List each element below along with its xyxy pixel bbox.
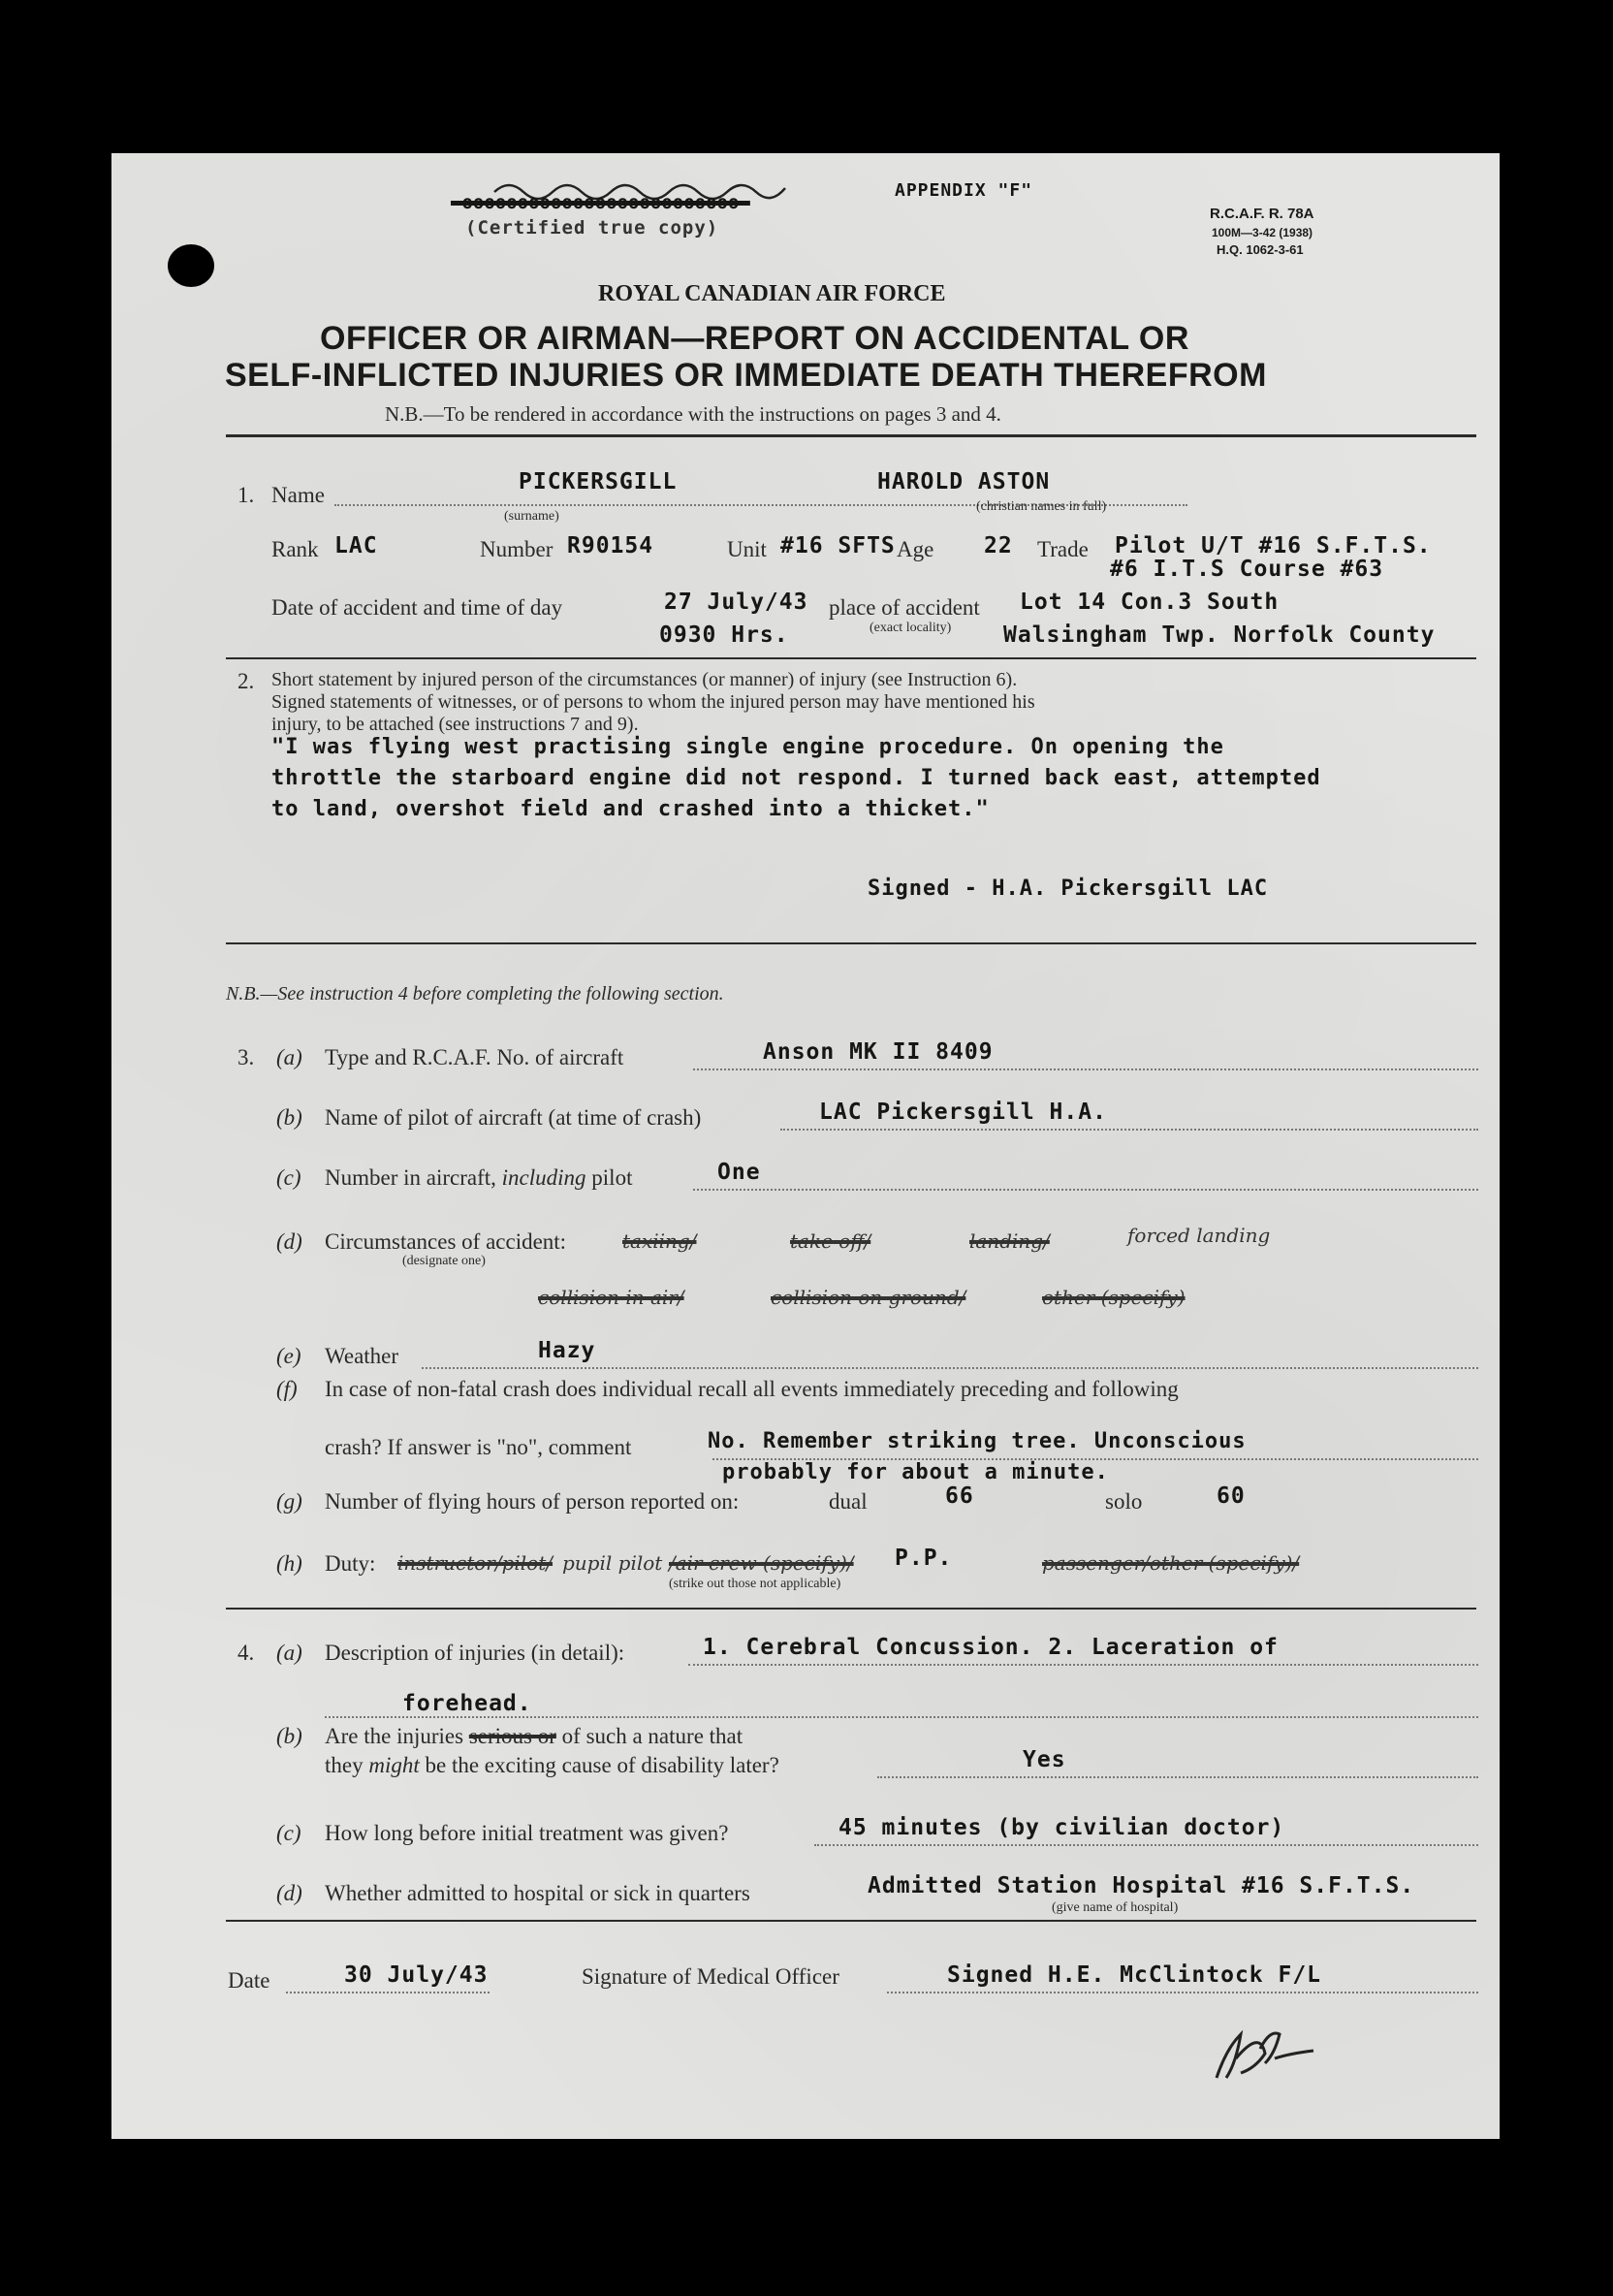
label-part: pilot bbox=[591, 1165, 633, 1190]
label-emphasis: might bbox=[368, 1753, 420, 1777]
footer-date-label: Date bbox=[228, 1968, 270, 1993]
dotted-line bbox=[887, 1992, 1478, 1993]
dotted-line bbox=[814, 1844, 1478, 1846]
number-in-aircraft-label bbox=[325, 1165, 632, 1191]
place-value-line2: Walsingham Twp. Norfolk County bbox=[1003, 622, 1436, 648]
surname-caption: (surname) bbox=[504, 509, 559, 524]
rank-value: LAC bbox=[334, 533, 378, 558]
solo-hours-value: 60 bbox=[1217, 1483, 1246, 1509]
statement-instruction-line1: Short statement by injured person of the circumstances (or manner) of injury (see Instruction 6). bbox=[271, 669, 1018, 690]
organization-name: ROYAL CANADIAN AIR FORCE bbox=[598, 281, 946, 306]
surname-value: PICKERSGILL bbox=[519, 469, 678, 494]
time-of-accident-value: 0930 Hrs. bbox=[659, 622, 789, 648]
item-3h-letter: (h) bbox=[276, 1551, 302, 1576]
option-other-struck: other (specify) bbox=[1042, 1286, 1186, 1309]
date-of-accident-label: Date of accident and time of day bbox=[271, 595, 563, 620]
rank-label: Rank bbox=[271, 537, 319, 561]
trade-value-line1: Pilot U/T #16 S.F.T.S. bbox=[1115, 533, 1432, 558]
disability-answer: Yes bbox=[1023, 1747, 1066, 1772]
injury-description-label: Description of injuries (in detail): bbox=[325, 1641, 625, 1665]
christian-names-value: HAROLD ASTON bbox=[877, 469, 1051, 494]
dotted-line bbox=[286, 1992, 490, 1993]
recall-answer-line2: probably for about a minute. bbox=[722, 1460, 1109, 1484]
flying-hours-label: Number of flying hours of person reported on: bbox=[325, 1489, 740, 1514]
certified-copy-label: (Certified true copy) bbox=[465, 217, 719, 239]
footer-date-value: 30 July/43 bbox=[344, 1962, 489, 1988]
form-print-code: 100M—3-42 (1938) bbox=[1212, 226, 1313, 239]
statement-text-line3: to land, overshot field and crashed into a thicket." bbox=[271, 797, 990, 821]
circumstances-label: Circumstances of accident: bbox=[325, 1229, 567, 1254]
name-label: Name bbox=[271, 483, 325, 507]
pilot-name-label: Name of pilot of aircraft (at time of crash) bbox=[325, 1105, 702, 1130]
option-taxiing-struck: taxiing/ bbox=[622, 1229, 697, 1253]
dotted-line bbox=[688, 1664, 1478, 1666]
option-take-off-struck: take off/ bbox=[790, 1229, 871, 1253]
christian-names-caption: (christian names in full) bbox=[976, 499, 1107, 514]
struck-stamp: ooooooooooooooooooooooooo bbox=[451, 192, 750, 213]
item-3c-letter: (c) bbox=[276, 1165, 301, 1190]
option-landing-struck: landing/ bbox=[969, 1229, 1050, 1253]
strike-out-caption: (strike out those not applicable) bbox=[669, 1577, 841, 1591]
hq-reference: H.Q. 1062-3-61 bbox=[1217, 242, 1304, 257]
item-4b-letter: (b) bbox=[276, 1724, 302, 1748]
form-title-line2: SELF-INFLICTED INJURIES OR IMMEDIATE DEATH THEREFROM bbox=[225, 357, 1267, 394]
duty-pupil-pilot: pupil pilot bbox=[562, 1551, 663, 1575]
item-4d-letter: (d) bbox=[276, 1881, 302, 1905]
number-label: Number bbox=[480, 537, 553, 561]
medical-officer-signature-label: Signature of Medical Officer bbox=[582, 1964, 839, 1989]
item-3d-letter: (d) bbox=[276, 1229, 302, 1254]
recall-question-line2: crash? If answer is "no", comment bbox=[325, 1435, 632, 1459]
duty-air-crew-struck: /air crew (specify)/ bbox=[669, 1551, 854, 1575]
weather-value: Hazy bbox=[538, 1338, 596, 1363]
disability-question-line2 bbox=[325, 1753, 779, 1778]
option-collision-on-ground-struck: collision on ground/ bbox=[771, 1286, 966, 1309]
dotted-line bbox=[877, 1776, 1478, 1778]
treatment-delay-value: 45 minutes (by civilian doctor) bbox=[838, 1815, 1285, 1840]
age-label: Age bbox=[897, 537, 934, 561]
section-4-number: 4. bbox=[237, 1641, 255, 1665]
section-2-number: 2. bbox=[237, 669, 255, 693]
label-part: Number in aircraft, bbox=[325, 1165, 496, 1190]
disability-question-line1 bbox=[325, 1724, 743, 1749]
solo-label: solo bbox=[1105, 1489, 1143, 1514]
statement-text-line1: "I was flying west practising single engine procedure. On opening the bbox=[271, 735, 1224, 759]
weather-label: Weather bbox=[325, 1344, 399, 1368]
section-divider bbox=[226, 1920, 1476, 1922]
item-3a-letter: (a) bbox=[276, 1045, 302, 1069]
designate-one-caption: (designate one) bbox=[402, 1254, 486, 1268]
option-collision-in-air-struck: collision in air/ bbox=[538, 1286, 684, 1309]
section-1-number: 1. bbox=[237, 483, 255, 507]
section-divider bbox=[226, 434, 1476, 437]
aircraft-type-label: Type and R.C.A.F. No. of aircraft bbox=[325, 1045, 624, 1069]
handwritten-initials-mark bbox=[1207, 2020, 1343, 2088]
duty-label: Duty: bbox=[325, 1551, 376, 1576]
dotted-line bbox=[693, 1068, 1478, 1070]
recall-answer-line1: No. Remember striking tree. Unconscious bbox=[708, 1429, 1247, 1453]
dotted-line bbox=[325, 1716, 1478, 1718]
medical-officer-signature-value: Signed H.E. McClintock F/L bbox=[947, 1962, 1322, 1988]
label-part: they bbox=[325, 1753, 364, 1777]
section-divider bbox=[226, 942, 1476, 944]
duty-value: P.P. bbox=[895, 1546, 953, 1571]
item-3e-letter: (e) bbox=[276, 1344, 301, 1368]
dual-hours-value: 66 bbox=[945, 1483, 974, 1509]
section-divider bbox=[226, 1608, 1476, 1610]
hospital-value: Admitted Station Hospital #16 S.F.T.S. bbox=[868, 1873, 1415, 1898]
item-3f-letter: (f) bbox=[276, 1377, 298, 1401]
statement-signature: Signed - H.A. Pickersgill LAC bbox=[868, 877, 1269, 901]
appendix-label: APPENDIX "F" bbox=[895, 180, 1033, 201]
statement-instruction-line2: Signed statements of witnesses, or of persons to whom the injured person may have mentioned his bbox=[271, 691, 1035, 713]
option-forced-landing: forced landing bbox=[1127, 1224, 1271, 1247]
item-4c-letter: (c) bbox=[276, 1821, 301, 1845]
label-emphasis: including bbox=[501, 1165, 586, 1190]
place-value-line1: Lot 14 Con.3 South bbox=[1020, 590, 1280, 615]
form-title-line1: OFFICER OR AIRMAN—REPORT ON ACCIDENTAL OR bbox=[320, 320, 1189, 357]
service-number-value: R90154 bbox=[567, 533, 654, 558]
dotted-line bbox=[780, 1129, 1478, 1131]
form-sheet bbox=[111, 153, 1500, 2139]
unit-value: #16 SFTS bbox=[780, 533, 896, 558]
dotted-line bbox=[693, 1189, 1478, 1191]
label-part: of such a nature that bbox=[561, 1724, 743, 1748]
item-3g-letter: (g) bbox=[276, 1489, 302, 1514]
number-in-aircraft-value: One bbox=[717, 1160, 761, 1185]
aircraft-type-value: Anson MK II 8409 bbox=[763, 1039, 994, 1065]
pilot-name-value: LAC Pickersgill H.A. bbox=[819, 1100, 1107, 1125]
form-code: R.C.A.F. R. 78A bbox=[1210, 206, 1314, 222]
trade-label: Trade bbox=[1037, 537, 1089, 561]
punch-hole bbox=[168, 244, 214, 287]
place-of-accident-label: place of accident bbox=[829, 595, 980, 620]
place-caption: (exact locality) bbox=[870, 621, 952, 635]
instructions-note: N.B.—To be rendered in accordance with the instructions on pages 3 and 4. bbox=[385, 402, 1001, 426]
unit-label: Unit bbox=[727, 537, 767, 561]
instruction-4-note: N.B.—See instruction 4 before completing the following section. bbox=[226, 983, 724, 1004]
hospital-label: Whether admitted to hospital or sick in quarters bbox=[325, 1881, 750, 1905]
duty-passenger-other-struck: passenger/other (specify)/ bbox=[1042, 1551, 1300, 1575]
duty-instructor-pilot-struck: instructor/pilot/ bbox=[397, 1551, 553, 1575]
label-part: Are the injuries bbox=[325, 1724, 464, 1748]
section-divider bbox=[226, 657, 1476, 659]
age-value: 22 bbox=[984, 533, 1013, 558]
label-part: be the exciting cause of disability later? bbox=[425, 1753, 779, 1777]
trade-value-line2: #6 I.T.S Course #63 bbox=[1110, 557, 1384, 582]
section-3-number: 3. bbox=[237, 1045, 255, 1069]
item-4a-letter: (a) bbox=[276, 1641, 302, 1665]
hospital-caption: (give name of hospital) bbox=[1052, 1900, 1179, 1915]
injury-description-line2: forehead. bbox=[402, 1691, 532, 1716]
statement-instruction-line3: injury, to be attached (see instructions 7 and 9). bbox=[271, 714, 639, 735]
dotted-line bbox=[422, 1367, 1478, 1369]
dual-label: dual bbox=[829, 1489, 868, 1514]
statement-text-line2: throttle the starboard engine did not respond. I turned back east, attempted bbox=[271, 766, 1321, 790]
treatment-delay-label: How long before initial treatment was given? bbox=[325, 1821, 729, 1845]
item-3b-letter: (b) bbox=[276, 1105, 302, 1130]
injury-description-line1: 1. Cerebral Concussion. 2. Laceration of bbox=[703, 1635, 1279, 1660]
recall-question-line1: In case of non-fatal crash does individual recall all events immediately preceding and following bbox=[325, 1377, 1179, 1401]
struck-serious-or: serious or bbox=[468, 1724, 556, 1748]
date-of-accident-value: 27 July/43 bbox=[664, 590, 808, 615]
